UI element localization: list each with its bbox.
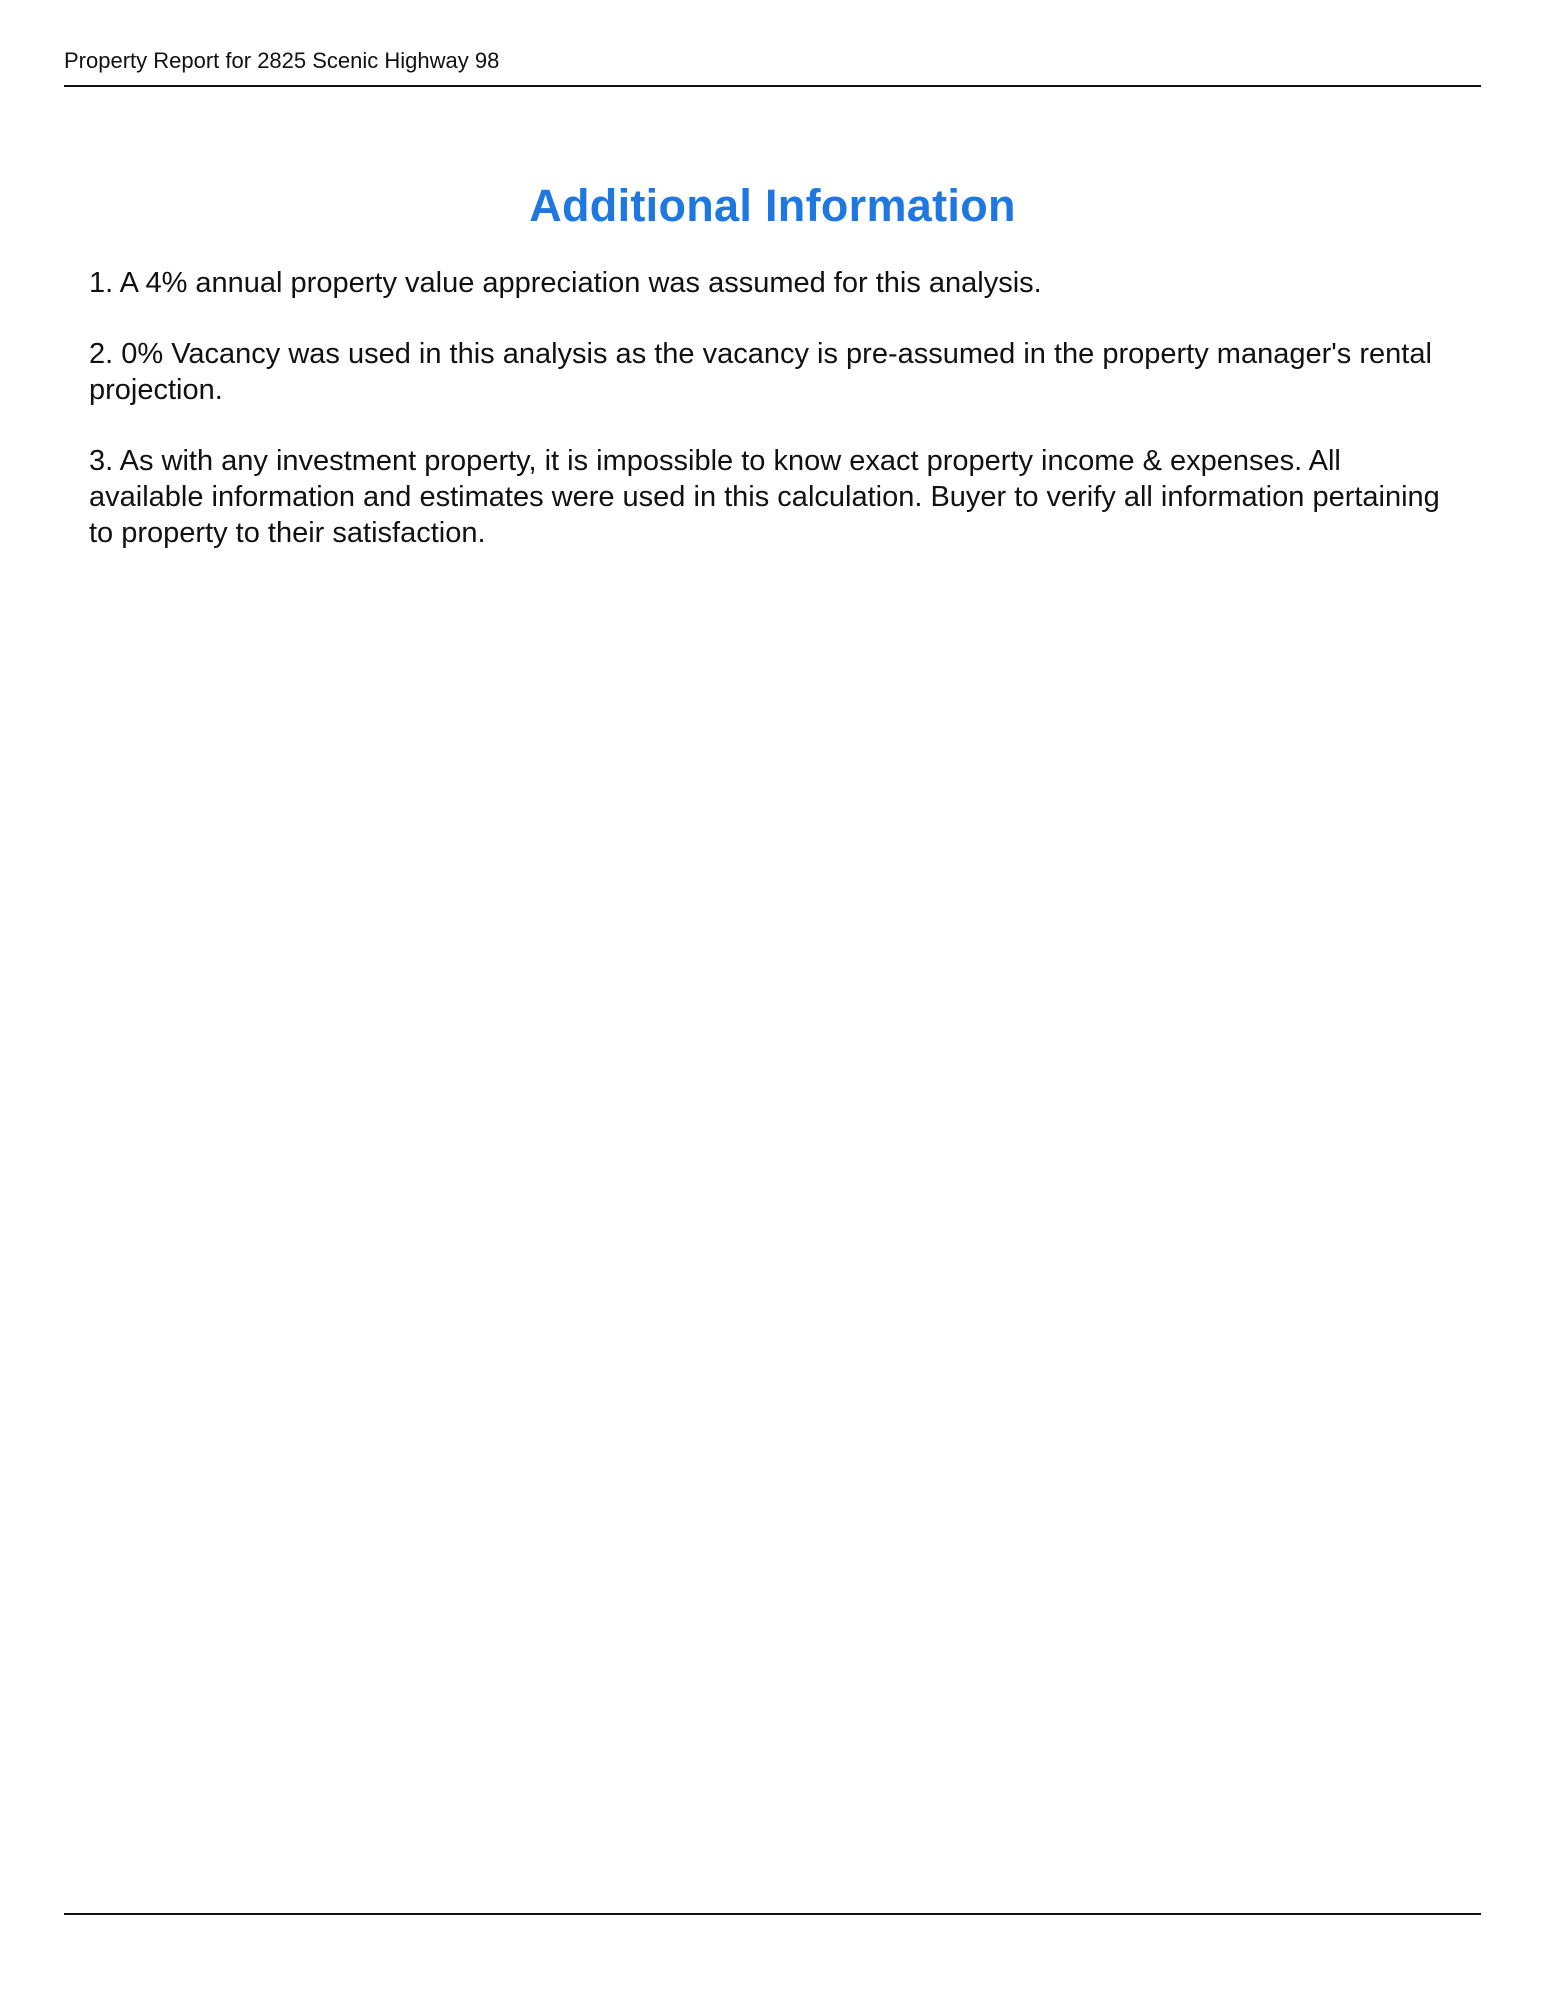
notes-list <box>89 265 1449 586</box>
note-item: 1. A 4% annual property value appreciation was assumed for this analysis. <box>89 267 1042 299</box>
running-header: Property Report for 2825 Scenic Highway 98 <box>64 48 500 73</box>
page-title: Additional Information <box>529 180 1016 232</box>
note-item: 3. As with any investment property, it is impossible to know exact property income & expenses. All available information and estimates were used in this calculation. Buyer to verify all information pertaining to property to their satisfaction. <box>89 445 1440 549</box>
header-divider <box>64 85 1481 87</box>
footer-divider <box>64 1913 1481 1915</box>
note-item: 2. 0% Vacancy was used in this analysis as the vacancy is pre-assumed in the property manager's rental projection. <box>89 338 1432 406</box>
